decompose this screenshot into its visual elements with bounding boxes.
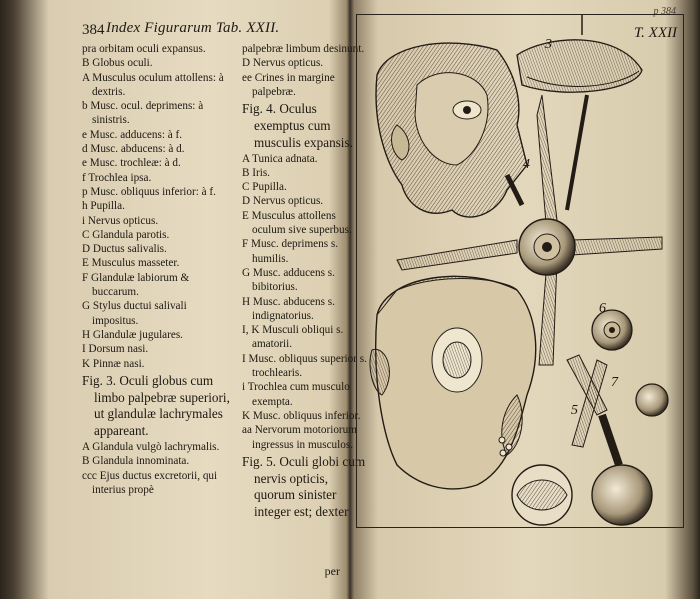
figure-number-4: 4 (523, 157, 530, 172)
index-column-1 (82, 42, 232, 497)
index-entry: K Pinnæ nasi. (82, 357, 145, 370)
index-entry: Fig. 3. Oculi globus cum limbo palpebræ superiori, ut glandulæ lachrymales appareant. (82, 372, 230, 439)
index-entry: I, K Musculi obliqui s. amatorii. (242, 324, 344, 351)
index-entry: i Nervus opticus. (82, 214, 159, 227)
fig1-dissected-head (376, 43, 527, 217)
index-entry: D Ductus salivalis. (82, 243, 167, 256)
plate-label: T. XXII (633, 25, 677, 41)
engraved-plate (356, 14, 684, 528)
index-entry: D Nervus opticus. (242, 195, 324, 208)
index-entry: F Musc. deprimens s. humilis. (242, 238, 339, 265)
pencil-note: p 384 (653, 6, 676, 17)
index-entry: G Musc. adducens s. bibitorius. (242, 266, 335, 294)
index-entry: I Dorsum nasi. (82, 343, 149, 356)
index-entry: B Glandula innominata. (82, 455, 190, 468)
index-entry: palpebræ limbum desinunt. (242, 43, 365, 55)
index-entry: G Stylus ductui salivali impositus. (82, 300, 187, 327)
index-entry: F Glandulæ labiorum & buccarum. (82, 271, 190, 299)
index-entry: B Iris. (242, 166, 270, 179)
index-entry: E Musculus masseter. (82, 257, 180, 270)
figure-number-7: 7 (611, 375, 618, 390)
index-entry: B Globus oculi. (82, 57, 153, 70)
running-head: Index Figurarum Tab. XXII. (106, 20, 280, 36)
page-number: 384 (82, 22, 105, 38)
index-entry: D Nervus opticus. (242, 57, 324, 70)
index-entry: A Tunica adnata. (242, 152, 318, 165)
index-entry: E Musculus attollens oculum sive superbus. (242, 209, 352, 237)
index-entry: e Musc. trochleæ: à d. (82, 157, 181, 170)
index-column-2 (242, 42, 367, 521)
index-entry: pra orbitam oculi expansus. (82, 43, 206, 55)
index-entry: A Musculus oculum attollens: à dextris. (82, 71, 224, 98)
index-entry: b Musc. ocul. deprimens: à sinistris. (82, 100, 204, 127)
index-entry: H Glandulæ jugulares. (82, 328, 183, 341)
index-entry: I Musc. obliquus superior s. trochlearis. (242, 352, 367, 380)
index-entry: K Musc. obliquus inferior. (242, 409, 361, 422)
index-entry: f Trochlea ipsa. (82, 171, 152, 184)
index-entry: e Musc. adducens: à f. (82, 128, 183, 141)
index-entry: H Musc. abducens s. indignatorius. (242, 295, 335, 322)
index-entry: C Glandula parotis. (82, 228, 170, 241)
index-entry: Fig. 5. Oculi globi cum nervis opticis, quorum sinister integer est; dexter (242, 453, 366, 520)
index-entry: ccc Ejus ductus excretorii, qui interius propè (82, 469, 218, 496)
index-entry: Fig. 4. Oculus exemptus cum musculis expansis. (242, 101, 353, 150)
index-entry: A Glandula vulgò lachrymalis. (82, 441, 220, 454)
fig7-small-eye (636, 384, 668, 416)
fig6-small-eye (592, 310, 632, 350)
index-entry: h Pupilla. (82, 200, 125, 213)
plate-illustration (357, 15, 683, 527)
fig5-eyes-optic-nerves (512, 355, 652, 525)
right-page (354, 8, 684, 585)
index-entry: ee Crines in margine palpebræ. (242, 71, 335, 98)
index-entry: i Trochlea cum musculo exempta. (242, 381, 350, 408)
index-entry: p Musc. obliquus inferior: à f. (82, 185, 216, 198)
figure-number-3: 3 (545, 37, 552, 52)
fig2-dissected-face (370, 276, 536, 489)
index-entry: C Pupilla. (242, 181, 287, 194)
figure-number-6: 6 (599, 301, 606, 316)
figure-number-5: 5 (571, 403, 578, 418)
catchword: per (324, 564, 340, 578)
index-entry: d Musc. abducens: à d. (82, 143, 185, 156)
index-entry: aa Nervorum motoriorum ingressus in musculos. (242, 424, 357, 451)
left-page (24, 8, 367, 585)
fig3-eye-with-eyelid (517, 15, 642, 92)
